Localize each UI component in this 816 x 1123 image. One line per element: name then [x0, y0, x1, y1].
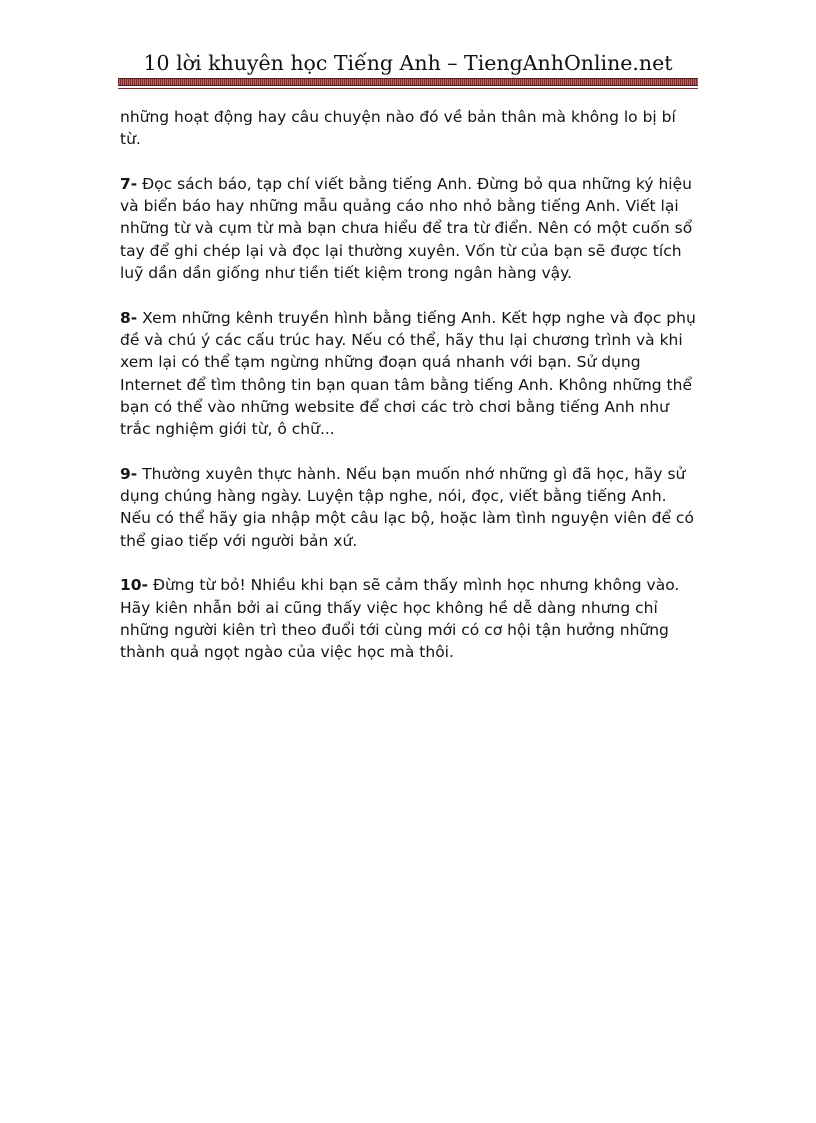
- paragraph-text: những hoạt động hay câu chuyện nào đó về bản thân mà không lo bị bí từ.: [120, 108, 676, 149]
- tip-9: [120, 463, 700, 552]
- tip-number: 10-: [120, 576, 149, 595]
- tip-text: Xem những kênh truyền hình bằng tiếng Anh. Kết hợp nghe và đọc phụ đề và chú ý các cấu trúc hay. Nếu có thể, hãy thu lại chương trình và khi xem lại có thể tạm ngừng những đoạn quá nhanh với bạn. Sử dụng Internet để tìm thông tin bạn quan tâm bằng tiếng Anh. Không những thể bạn có thể vào những website để chơi các trò chơi bằng tiếng Anh như trắc nghiệm giới từ, ô chữ...: [120, 308, 696, 439]
- tip-8: [120, 307, 700, 441]
- header-divider: [118, 78, 698, 86]
- tip-text: Đọc sách báo, tạp chí viết bằng tiếng Anh. Đừng bỏ qua những ký hiệu và biển báo hay những mẫu quảng cáo nho nhỏ bằng tiếng Anh. Viết lại những từ và cụm từ mà bạn chưa hiểu để tra từ điển. Nên có một cuốn sổ tay để ghi chép lại và đọc lại thường xuyên. Vốn từ của bạn sẽ được tích luỹ dần dần giống như tiền tiết kiệm trong ngân hàng vậy.: [120, 174, 693, 283]
- document-body: [120, 106, 700, 686]
- tip-text: Thường xuyên thực hành. Nếu bạn muốn nhớ những gì đã học, hãy sử dụng chúng hàng ngày. Luyện tập nghe, nói, đọc, viết bằng tiếng Anh. Nếu có thể hãy gia nhập một câu lạc bộ, hoặc làm tình nguyện viên để có thể giao tiếp với người bản xứ.: [120, 464, 694, 550]
- tip-7: [120, 173, 700, 284]
- tip-text: Đừng từ bỏ! Nhiều khi bạn sẽ cảm thấy mình học nhưng không vào. Hãy kiên nhẫn bởi ai cũng thấy việc học không hề dễ dàng nhưng chỉ những người kiên trì theo đuổi tới cùng mới có cơ hội tận hưởng những thành quả ngọt ngào của việc học mà thôi.: [120, 576, 680, 662]
- tip-number: 9-: [120, 464, 138, 483]
- paragraph-continuation: [120, 106, 700, 151]
- tip-10: [120, 574, 700, 663]
- tip-number: 8-: [120, 308, 138, 327]
- page-header-title: 10 lời khuyên học Tiếng Anh – TiengAnhOnline.net: [143, 51, 673, 75]
- tip-number: 7-: [120, 174, 138, 193]
- header-divider-thin: [118, 88, 698, 89]
